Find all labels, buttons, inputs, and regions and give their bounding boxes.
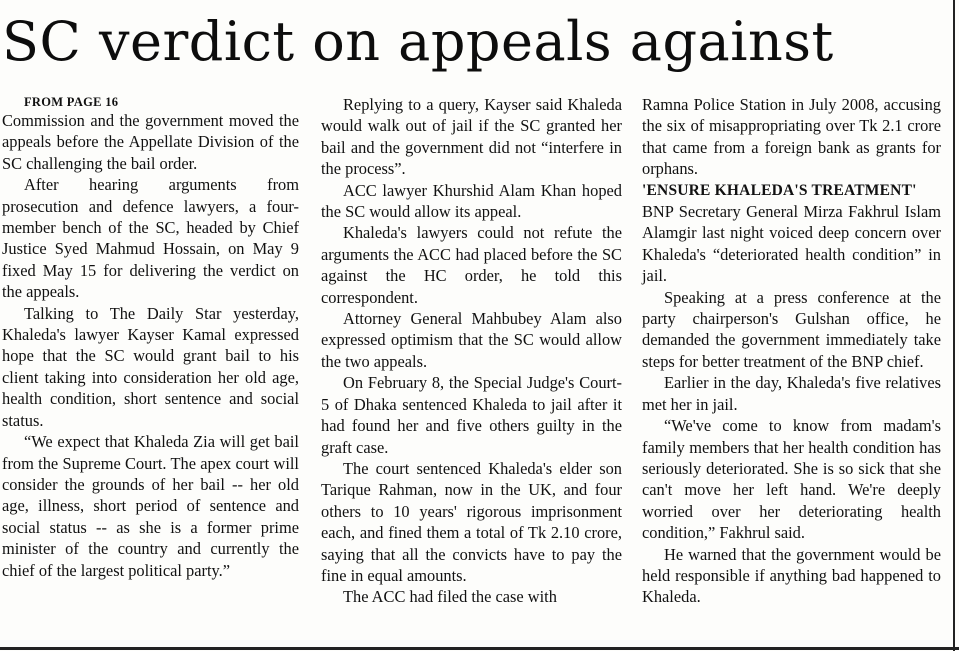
- page-edge-right: [953, 0, 955, 651]
- paragraph: Attorney General Mahbubey Alam also expressed optimism that the SC would allow the two appeals.: [321, 309, 622, 371]
- article-column-1: [2, 94, 299, 581]
- paragraph: Earlier in the day, Khaleda's five relatives met her in jail.: [642, 373, 941, 414]
- continuation-kicker: FROM PAGE 16: [24, 95, 119, 109]
- headline: SC verdict on appeals against: [2, 10, 834, 73]
- paragraph: He warned that the government would be held responsible if anything bad happened to Khaleda.: [642, 544, 941, 607]
- paragraph: Replying to a query, Kayser said Khaleda would walk out of jail if the SC granted her bail and the government did not “interfere in the process”.: [321, 95, 622, 179]
- article-column-3: [642, 94, 941, 608]
- paragraph: Khaleda's lawyers could not refute the arguments the ACC had placed before the SC against the HC order, he told this correspondent.: [321, 223, 622, 307]
- paragraph: “We expect that Khaleda Zia will get bail from the Supreme Court. The apex court will consider the grounds of her bail -- her old age, illness, short period of sentence and social status -- as she is a former prime minister of the country and currently the chief of the largest political party.”: [2, 432, 299, 580]
- page-edge-bottom: [0, 647, 959, 650]
- paragraph: Talking to The Daily Star yesterday, Khaleda's lawyer Kayser Kamal expressed hope that the SC would grant bail to his client taking into consideration her old age, health condition, short sentence and social status.: [2, 303, 299, 430]
- paragraph: The court sentenced Khaleda's elder son Tarique Rahman, now in the UK, and four others to 10 years' rigorous imprisonment each, and fined them a total of Tk 2.10 crore, saying that all the convicts have to pay the fine in equal amounts.: [321, 458, 622, 585]
- paragraph: BNP Secretary General Mirza Fakhrul Islam Alamgir last night voiced deep concern over Khaleda's “deteriorated health condition” in jail.: [642, 202, 941, 286]
- article-column-2: [321, 94, 622, 608]
- paragraph: The ACC had filed the case with: [343, 587, 557, 607]
- paragraph: Ramna Police Station in July 2008, accusing the six of misappropriating over Tk 2.1 crore that came from a foreign bank as grants for orphans.: [642, 95, 941, 179]
- paragraph: Commission and the government moved the appeals before the Appellate Division of the SC challenging the bail order.: [2, 111, 299, 173]
- paragraph: ACC lawyer Khurshid Alam Khan hoped the SC would allow its appeal.: [321, 180, 622, 222]
- paragraph: On February 8, the Special Judge's Court-5 of Dhaka sentenced Khaleda to jail after it had found her and five others guilty in the graft case.: [321, 373, 622, 457]
- paragraph: After hearing arguments from prosecution and defence lawyers, a four-member bench of the SC, headed by Chief Justice Syed Mahmud Hossain, on May 9 fixed May 15 for delivering the verdict on the appeals.: [2, 175, 299, 302]
- section-subhead: 'ENSURE KHALEDA'S TREATMENT': [642, 181, 917, 199]
- paragraph: “We've come to know from madam's family members that her health condition has seriously deteriorated. She is so sick that she can't move her left hand. We're deeply worried over her deteriorating health condition,” Fakhrul said.: [642, 416, 941, 543]
- paragraph: Speaking at a press conference at the party chairperson's Gulshan office, he demanded the government immediately take steps for better treatment of the BNP chief.: [642, 287, 941, 371]
